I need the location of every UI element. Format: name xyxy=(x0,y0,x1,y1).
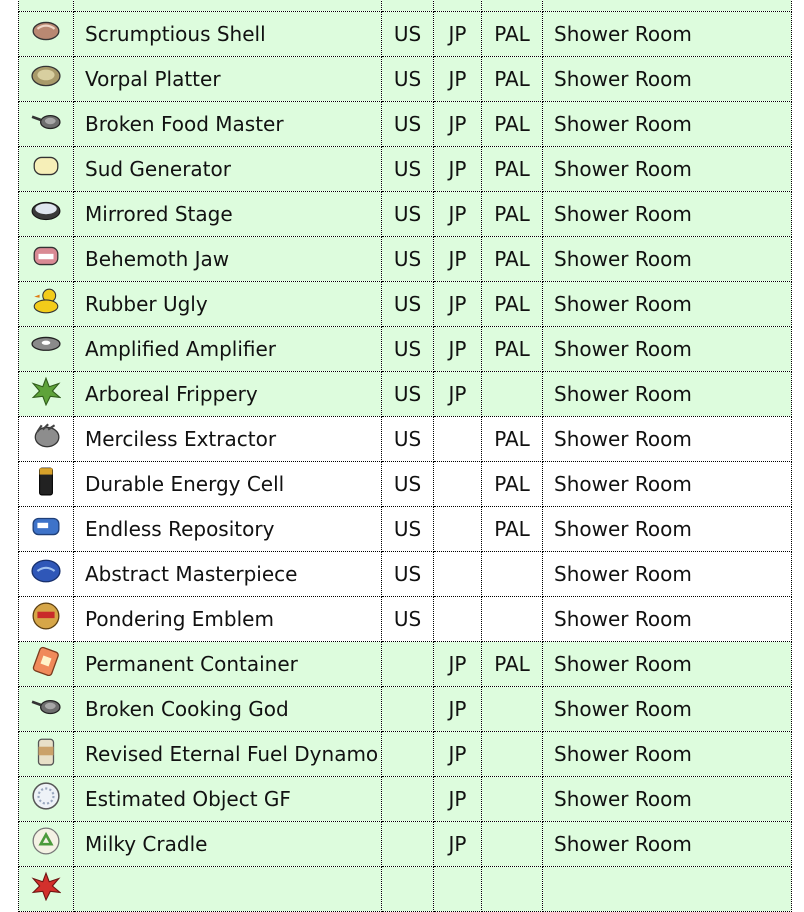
icon-cell xyxy=(19,507,74,552)
battery-icon xyxy=(31,466,61,496)
soap-icon xyxy=(31,151,61,181)
location xyxy=(543,0,792,12)
location: Shower Room xyxy=(543,417,792,462)
location: Shower Room xyxy=(543,507,792,552)
shell-icon xyxy=(31,16,61,46)
region-jp: JP xyxy=(434,147,482,192)
treasure-name: Scrumptious Shell xyxy=(74,12,382,57)
region-pal: PAL xyxy=(482,12,543,57)
icon-cell xyxy=(19,867,74,912)
location: Shower Room xyxy=(543,642,792,687)
region-jp xyxy=(434,552,482,597)
table-row xyxy=(19,642,792,687)
location: Shower Room xyxy=(543,282,792,327)
treasure-name: Endless Repository xyxy=(74,507,382,552)
icon-cell xyxy=(19,642,74,687)
table-row xyxy=(19,327,792,372)
region-pal: PAL xyxy=(482,282,543,327)
pan-icon xyxy=(31,691,61,721)
table-row xyxy=(19,687,792,732)
location xyxy=(543,867,792,912)
table-row xyxy=(19,822,792,867)
region-us: US xyxy=(382,417,434,462)
region-us: US xyxy=(382,372,434,417)
table-row xyxy=(19,462,792,507)
leaf-icon xyxy=(31,376,61,406)
icon-cell xyxy=(19,777,74,822)
region-us: US xyxy=(382,597,434,642)
pan-icon xyxy=(31,106,61,136)
region-jp xyxy=(434,417,482,462)
region-jp: JP xyxy=(434,12,482,57)
region-jp xyxy=(434,0,482,12)
region-us xyxy=(382,687,434,732)
region-pal: PAL xyxy=(482,102,543,147)
treasure-name: Revised Eternal Fuel Dynamo xyxy=(74,732,382,777)
icon-cell xyxy=(19,12,74,57)
region-us: US xyxy=(382,327,434,372)
region-jp: JP xyxy=(434,237,482,282)
region-us: US xyxy=(382,552,434,597)
icon-cell xyxy=(19,417,74,462)
treasure-name: Merciless Extractor xyxy=(74,417,382,462)
icon-cell xyxy=(19,192,74,237)
region-jp: JP xyxy=(434,327,482,372)
location: Shower Room xyxy=(543,237,792,282)
icon-cell xyxy=(19,687,74,732)
treasure-name: Behemoth Jaw xyxy=(74,237,382,282)
region-us xyxy=(382,867,434,912)
region-jp: JP xyxy=(434,822,482,867)
region-us: US xyxy=(382,192,434,237)
icon-cell xyxy=(19,282,74,327)
treasure-name: Permanent Container xyxy=(74,642,382,687)
icon-cell xyxy=(19,0,74,12)
can-icon xyxy=(31,511,61,541)
icon-cell xyxy=(19,597,74,642)
table-row xyxy=(19,597,792,642)
icon-cell xyxy=(19,732,74,777)
location: Shower Room xyxy=(543,192,792,237)
region-pal: PAL xyxy=(482,327,543,372)
treasure-name: Estimated Object GF xyxy=(74,777,382,822)
region-pal: PAL xyxy=(482,192,543,237)
region-jp: JP xyxy=(434,642,482,687)
table-row xyxy=(19,57,792,102)
region-pal xyxy=(482,777,543,822)
region-us: US xyxy=(382,12,434,57)
region-pal: PAL xyxy=(482,237,543,282)
icon-cell xyxy=(19,372,74,417)
location: Shower Room xyxy=(543,327,792,372)
icon-cell xyxy=(19,552,74,597)
icon-cell xyxy=(19,57,74,102)
treasure-name: Broken Cooking God xyxy=(74,687,382,732)
region-us: US xyxy=(382,462,434,507)
treasure-table-wrapper xyxy=(18,0,791,912)
dentures-icon xyxy=(31,241,61,271)
location: Shower Room xyxy=(543,732,792,777)
red-leaf-icon xyxy=(31,871,61,901)
table-row xyxy=(19,417,792,462)
location: Shower Room xyxy=(543,777,792,822)
treasure-name xyxy=(74,867,382,912)
region-jp xyxy=(434,597,482,642)
treasure-name xyxy=(74,0,382,12)
location: Shower Room xyxy=(543,462,792,507)
region-pal: PAL xyxy=(482,462,543,507)
region-pal xyxy=(482,597,543,642)
icon-cell xyxy=(19,102,74,147)
region-pal xyxy=(482,822,543,867)
region-us xyxy=(382,0,434,12)
region-jp: JP xyxy=(434,372,482,417)
table-row xyxy=(19,552,792,597)
icon-cell xyxy=(19,237,74,282)
region-jp xyxy=(434,462,482,507)
location: Shower Room xyxy=(543,687,792,732)
treasure-table-body xyxy=(19,0,792,912)
gauge-icon xyxy=(31,781,61,811)
treasure-name: Pondering Emblem xyxy=(74,597,382,642)
table-row xyxy=(19,102,792,147)
treasure-name: Broken Food Master xyxy=(74,102,382,147)
recycle-icon xyxy=(31,826,61,856)
table-row xyxy=(19,12,792,57)
table-row xyxy=(19,732,792,777)
region-pal: PAL xyxy=(482,57,543,102)
region-jp: JP xyxy=(434,282,482,327)
icon-cell xyxy=(19,822,74,867)
compact-icon xyxy=(31,196,61,226)
region-us xyxy=(382,732,434,777)
region-us xyxy=(382,642,434,687)
jar-icon xyxy=(31,736,61,766)
region-jp: JP xyxy=(434,777,482,822)
treasure-name: Sud Generator xyxy=(74,147,382,192)
table-row xyxy=(19,0,792,12)
extractor-icon xyxy=(31,421,61,451)
location: Shower Room xyxy=(543,147,792,192)
region-us: US xyxy=(382,282,434,327)
region-jp: JP xyxy=(434,687,482,732)
location: Shower Room xyxy=(543,552,792,597)
region-pal xyxy=(482,552,543,597)
region-jp: JP xyxy=(434,192,482,237)
region-pal: PAL xyxy=(482,417,543,462)
treasure-name: Abstract Masterpiece xyxy=(74,552,382,597)
icon-cell xyxy=(19,147,74,192)
region-pal: PAL xyxy=(482,147,543,192)
badge-icon xyxy=(31,601,61,631)
table-row xyxy=(19,507,792,552)
region-jp: JP xyxy=(434,732,482,777)
region-us: US xyxy=(382,102,434,147)
treasure-name: Arboreal Frippery xyxy=(74,372,382,417)
region-jp xyxy=(434,867,482,912)
treasure-name: Mirrored Stage xyxy=(74,192,382,237)
table-row xyxy=(19,777,792,822)
treasure-name: Vorpal Platter xyxy=(74,57,382,102)
region-jp xyxy=(434,507,482,552)
platter-icon xyxy=(31,61,61,91)
location: Shower Room xyxy=(543,822,792,867)
table-row xyxy=(19,237,792,282)
region-pal xyxy=(482,0,543,12)
region-us: US xyxy=(382,147,434,192)
treasure-name: Durable Energy Cell xyxy=(74,462,382,507)
table-row xyxy=(19,867,792,912)
table-row xyxy=(19,147,792,192)
location: Shower Room xyxy=(543,372,792,417)
bowl-icon xyxy=(31,331,61,361)
region-pal xyxy=(482,687,543,732)
tin-icon xyxy=(31,646,61,676)
region-pal xyxy=(482,867,543,912)
region-us xyxy=(382,777,434,822)
region-jp: JP xyxy=(434,57,482,102)
duck-icon xyxy=(31,286,61,316)
icon-cell xyxy=(19,327,74,372)
treasure-name: Amplified Amplifier xyxy=(74,327,382,372)
table-row xyxy=(19,282,792,327)
icon-cell xyxy=(19,462,74,507)
table-row xyxy=(19,372,792,417)
location: Shower Room xyxy=(543,102,792,147)
region-pal: PAL xyxy=(482,507,543,552)
region-us: US xyxy=(382,237,434,282)
table-row xyxy=(19,192,792,237)
disc-icon xyxy=(31,556,61,586)
location: Shower Room xyxy=(543,12,792,57)
location: Shower Room xyxy=(543,597,792,642)
region-us: US xyxy=(382,507,434,552)
treasure-name: Rubber Ugly xyxy=(74,282,382,327)
region-pal xyxy=(482,372,543,417)
region-pal: PAL xyxy=(482,642,543,687)
location: Shower Room xyxy=(543,57,792,102)
treasure-name: Milky Cradle xyxy=(74,822,382,867)
region-pal xyxy=(482,732,543,777)
region-us: US xyxy=(382,57,434,102)
treasure-table xyxy=(18,0,792,912)
region-us xyxy=(382,822,434,867)
region-jp: JP xyxy=(434,102,482,147)
